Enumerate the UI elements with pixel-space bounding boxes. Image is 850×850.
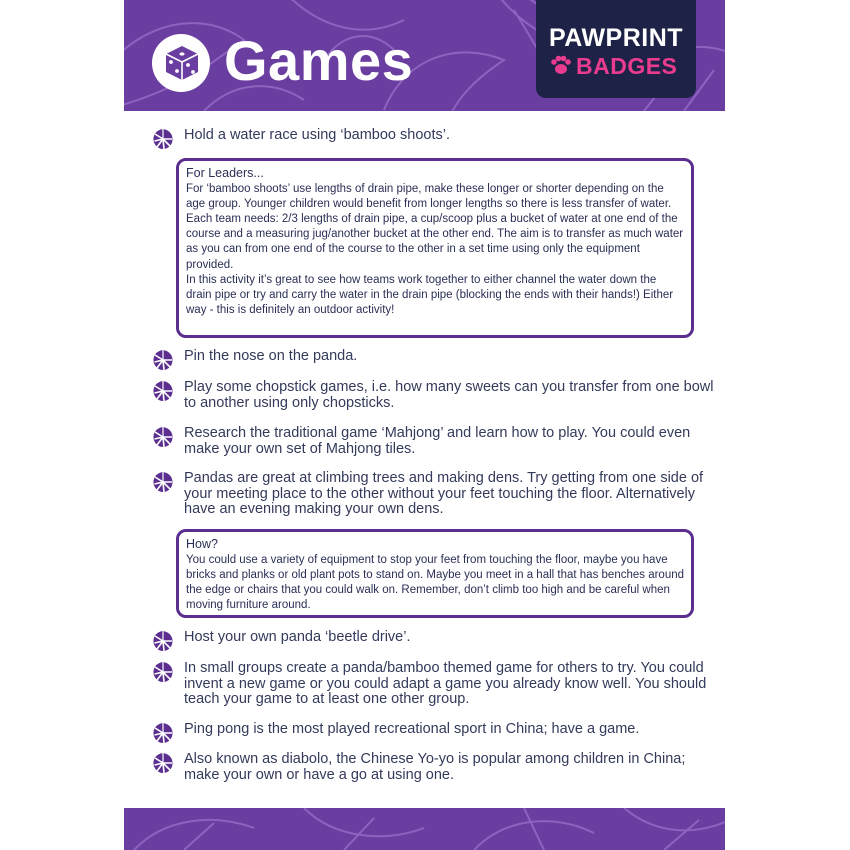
monstera-leaf-icon — [152, 722, 174, 744]
footer-banner — [124, 808, 725, 850]
leaf-pattern-icon — [124, 808, 725, 850]
page-title: Games — [224, 29, 414, 92]
leaders-box-paragraph: For ‘bamboo shoots’ use lengths of drain pipe, make these longer or shorter depending on the age group. Younger children would benefit from longer lengths so there is less transfer of water. — [186, 182, 672, 210]
leaders-info-box — [176, 158, 694, 338]
leaders-box-paragraph: In this activity it’s great to see how teams work together to either channel the water down the drain pipe or try and carry the water in the drain pipe (blocking the ends with their hands!) Either way - this is definitely an outdoor activity! — [186, 273, 674, 317]
brand-name: PAWPRINT — [548, 24, 684, 52]
monstera-leaf-icon — [152, 630, 174, 652]
monstera-leaf-icon — [152, 471, 174, 493]
how-info-box — [176, 529, 694, 618]
monstera-leaf-icon — [152, 128, 174, 150]
dice-badge — [152, 34, 210, 92]
brand-logo — [536, 0, 696, 98]
monstera-leaf-icon — [152, 752, 174, 774]
how-box-title: How? — [186, 537, 218, 551]
monstera-leaf-icon — [152, 426, 174, 448]
monstera-leaf-icon — [152, 349, 174, 371]
dice-icon — [162, 43, 202, 83]
how-box-paragraph: You could use a variety of equipment to stop your feet from touching the floor, maybe you have bricks and planks or old plant pots to stand on. Maybe you meet in a hall that has benches around the edge or chairs that you could walk on. Remember, don’t climb too high and be careful when moving furniture around. — [186, 553, 685, 612]
leaders-box-title: For Leaders... — [186, 166, 264, 180]
brand-subtitle: BADGES — [576, 53, 678, 79]
monstera-leaf-icon — [152, 661, 174, 683]
monstera-leaf-icon — [152, 380, 174, 402]
page: Games PAWPRINT BADGES Hold a water race using ‘bamboo shoots’. For Leaders... For ‘bamboo shoots’ use lengths of drain pipe, make these longer or shorter depending on the age group. Younger children would benefit from longer lengths so there is less transfer of water. Each team needs: 2/3 lengths of drain pipe, a cup/scoop plus a bucket of water at one end of the course and a measuring jug/another bucket at the other end. The aim is to transfer as much water as you can from one end of the course to the other in a set time using only the equipment provided. In this activity it’s great to see how teams work together to either channel the water down the drain pipe or try and carry the water in the drain pipe (blocking the ends with their hands!) Either way - this is definitely an outdoor activity! Pin the nose on the panda. Play some chopstick games, i.e. how many sweets can you transfer from one bowl to another using only chopsticks. Research the traditional game ‘Mahjong’ and learn how to play. You could even make your own set of Mahjong tiles. Pandas are great at climbing trees and making dens. Try getting from one side of your meeting place to the other without your feet touching the floor. Alternatively have an evening making your own dens. How? You could use a variety of equipment to stop your feet from touching the floor, maybe you have bricks and planks or old plant pots to stand on. Maybe you meet in a hall that has benches around the edge or chairs that you could walk on. Remember, don’t climb too high and be careful when moving furniture around. Host your own panda ‘beetle drive’. In small groups create a panda/bamboo themed game for others to try. You could invent a new game or you could adapt a game you already know well. You should teach your game to at least one other group. Ping pong is the most played recreational sport in China; have a game. Also known as diabolo, the Chinese Yo-yo is popular among children in China; make your own or have a go at using one. — [124, 0, 725, 850]
leaders-box-paragraph: Each team needs: 2/3 lengths of drain pipe, a cup/scoop plus a bucket of water at one end of the course and a measuring jug/another bucket at the other end. The aim is to transfer as much water as you can from one end of the course to the other in a set time using only the equipment provided. — [186, 212, 684, 271]
header-banner — [124, 0, 725, 111]
